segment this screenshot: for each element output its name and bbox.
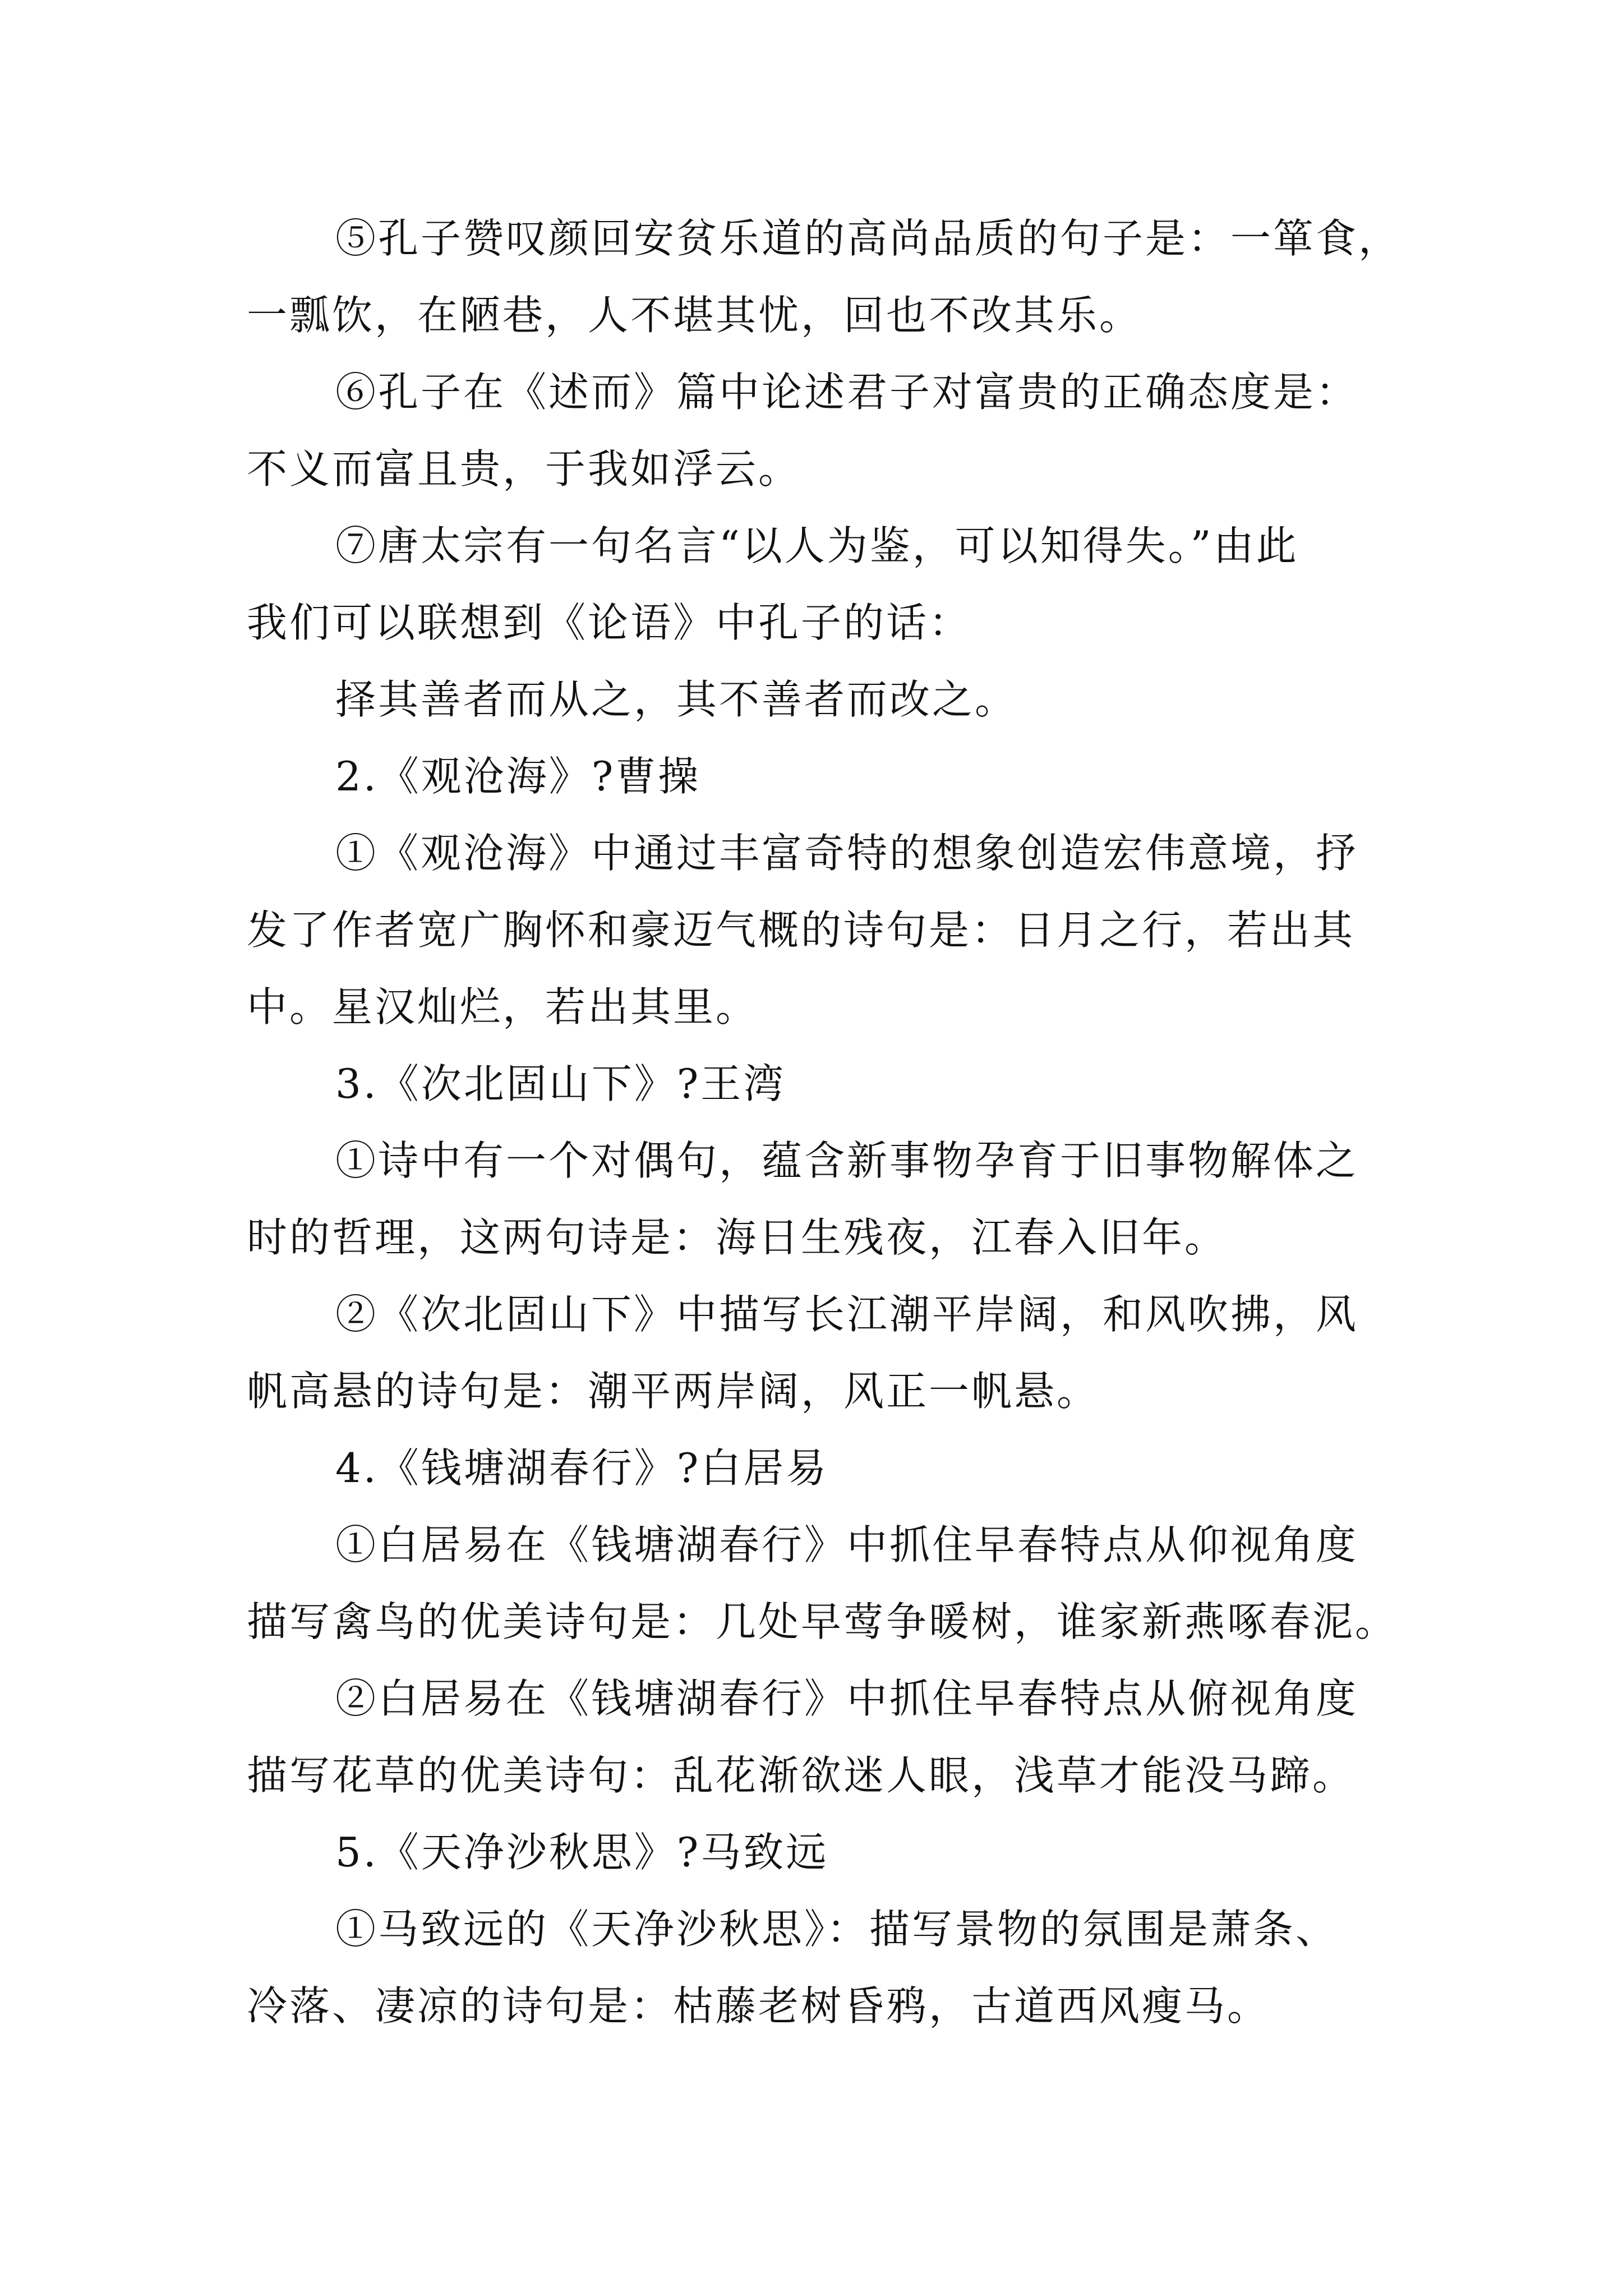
text-line: 时的哲理，这两句诗是：海日生残夜，江春入旧年。 (247, 1214, 1228, 1261)
text-line: 发了作者宽广胸怀和豪迈气概的诗句是：日月之行，若出其 (247, 907, 1355, 954)
text-line: 描写花草的优美诗句：乱花渐欲迷人眼，浅草才能没马蹄。 (247, 1752, 1355, 1799)
text-line: 不义而富且贵，于我如浮云。 (247, 445, 801, 493)
section-heading: 5.《天净沙秋思》?马致远 (335, 1829, 829, 1876)
text-line: ②《次北固山下》中描写长江潮平岸阔，和风吹拂，风 (335, 1291, 1359, 1338)
text-line: ⑦唐太宗有一句名言“以人为鉴，可以知得失。”由此 (335, 522, 1299, 569)
text-line: ①诗中有一个对偶句，蕴含新事物孕育于旧事物解体之 (335, 1137, 1359, 1184)
text-line: 描写禽鸟的优美诗句是：几处早莺争暖树，谁家新燕啄春泥。 (247, 1598, 1398, 1645)
text-line: ①《观沧海》中通过丰富奇特的想象创造宏伟意境，抒 (335, 830, 1359, 877)
text-line: ①白居易在《钱塘湖春行》中抓住早春特点从仰视角度 (335, 1521, 1359, 1568)
text-line: 帆高悬的诗句是：潮平两岸阔，风正一帆悬。 (247, 1368, 1100, 1415)
text-line: 我们可以联想到《论语》中孔子的话： (247, 599, 972, 646)
text-line: 一瓢饮，在陋巷，人不堪其忧，回也不改其乐。 (247, 292, 1142, 339)
text-line: ⑥孔子在《述而》篇中论述君子对富贵的正确态度是： (335, 369, 1359, 416)
section-heading: 2.《观沧海》?曹操 (335, 753, 701, 800)
section-heading: 4.《钱塘湖春行》?白居易 (335, 1444, 829, 1492)
section-heading: 3.《次北固山下》?王湾 (335, 1060, 786, 1107)
text-line: ⑤孔子赞叹颜回安贫乐道的高尚品质的句子是：一箪食， (335, 215, 1401, 262)
text-line: 中。星汉灿烂，若出其里。 (247, 983, 759, 1030)
text-line: 择其善者而从之，其不善者而改之。 (335, 676, 1018, 723)
text-line: ①马致远的《天净沙秋思》：描写景物的氛围是萧条、 (335, 1906, 1339, 1953)
text-line: ②白居易在《钱塘湖春行》中抓住早春特点从俯视角度 (335, 1675, 1359, 1722)
text-line: 冷落、凄凉的诗句是：枯藤老树昏鸦，古道西风瘦马。 (247, 1982, 1270, 2030)
